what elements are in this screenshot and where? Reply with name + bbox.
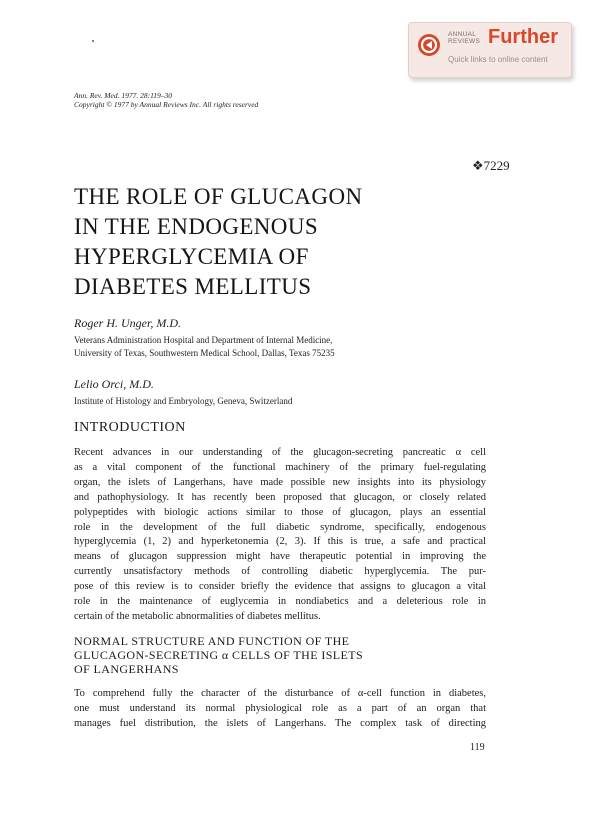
text-line: role in the development of the full diabetic syndrome, specifically, endogenous	[74, 521, 486, 533]
text-line: means of glucagon suppression might have therapeutic potential in improving the	[74, 551, 486, 563]
title-line: DIABETES MELLITUS	[74, 274, 312, 299]
annual-reviews-further-banner[interactable]	[408, 22, 572, 78]
text-line: role in the maintenance of euglycemia in nondiabetics and a deleterious role in	[74, 596, 486, 608]
annual-reviews-logo-icon	[417, 33, 441, 57]
annual-reviews-wordmark: ANNUAL REVIEWS	[448, 31, 481, 45]
page-number: 119	[470, 742, 485, 753]
section-heading-normal-structure: NORMAL STRUCTURE AND FUNCTION OF THE GLUCAGON-SECRETING α CELLS OF THE ISLETS OF LANGERHANS	[74, 634, 364, 676]
citation-copyright: Copyright © 1977 by Annual Reviews Inc. All rights reserved	[74, 100, 259, 109]
section2-paragraph	[74, 687, 486, 732]
text-line: as a vital component of the functional machinery of the primary fuel-regulating	[74, 461, 486, 473]
further-label: Further	[488, 26, 558, 48]
author-affiliation: Institute of Histology and Embryology, Geneva, Switzerland	[74, 396, 293, 406]
scan-speck	[92, 40, 94, 42]
text-line: manages fuel distribution, the islets of Langerhans. The complex task of directing	[74, 717, 486, 729]
title-line: IN THE ENDOGENOUS	[74, 214, 319, 239]
title-line: THE ROLE OF GLUCAGON	[74, 184, 363, 209]
text-line: one must understand its normal physiological role as a part of an organ that	[74, 702, 486, 714]
author-name: Lelio Orci, M.D.	[74, 377, 154, 391]
text-line: pose of this review is to consider briefly the evidence that assigns to glucagon a vital	[74, 581, 486, 593]
reference-number: ❖7229	[472, 158, 510, 173]
text-line: Recent advances in our understanding of the glucagon-secreting pancreatic α cell	[74, 447, 486, 458]
text-line: certain of the metabolic abnormalities of diabetes mellitus.	[74, 610, 321, 622]
citation	[74, 91, 258, 109]
text-line: organ, the islets of Langerhans, have made possible new insights into its physiology	[74, 476, 486, 488]
text-line: and pathophysiology. It has recently been proposed that glucagon, or closely related	[74, 491, 486, 503]
citation-journal: Ann. Rev. Med. 1977. 28:119–30	[74, 91, 173, 100]
text-line: polypeptides with biologic actions similar to those of glucagon, plays an essential	[74, 506, 486, 518]
article-title	[74, 182, 362, 302]
introduction-paragraph	[74, 446, 486, 625]
author-name: Roger H. Unger, M.D.	[74, 316, 181, 330]
title-line: HYPERGLYCEMIA OF	[74, 244, 309, 269]
text-line: currently unsatisfactory methods of controlling diabetic hyperglycemia. The pur-	[74, 566, 486, 578]
text-line: To comprehend fully the character of the disturbance of α-cell function in diabetes,	[74, 688, 486, 699]
section-heading-introduction: INTRODUCTION	[74, 420, 186, 435]
author-affiliation: Veterans Administration Hospital and Department of Internal Medicine, University of Texas, Southwestern Medical School, Dallas, Texas 75235	[74, 335, 335, 358]
text-line: hyperglycemia (1, 2) and hyperketonemia (2, 3). If this is true, a safe and practical	[74, 536, 486, 548]
quick-links-text: Quick links to online content	[448, 55, 548, 64]
